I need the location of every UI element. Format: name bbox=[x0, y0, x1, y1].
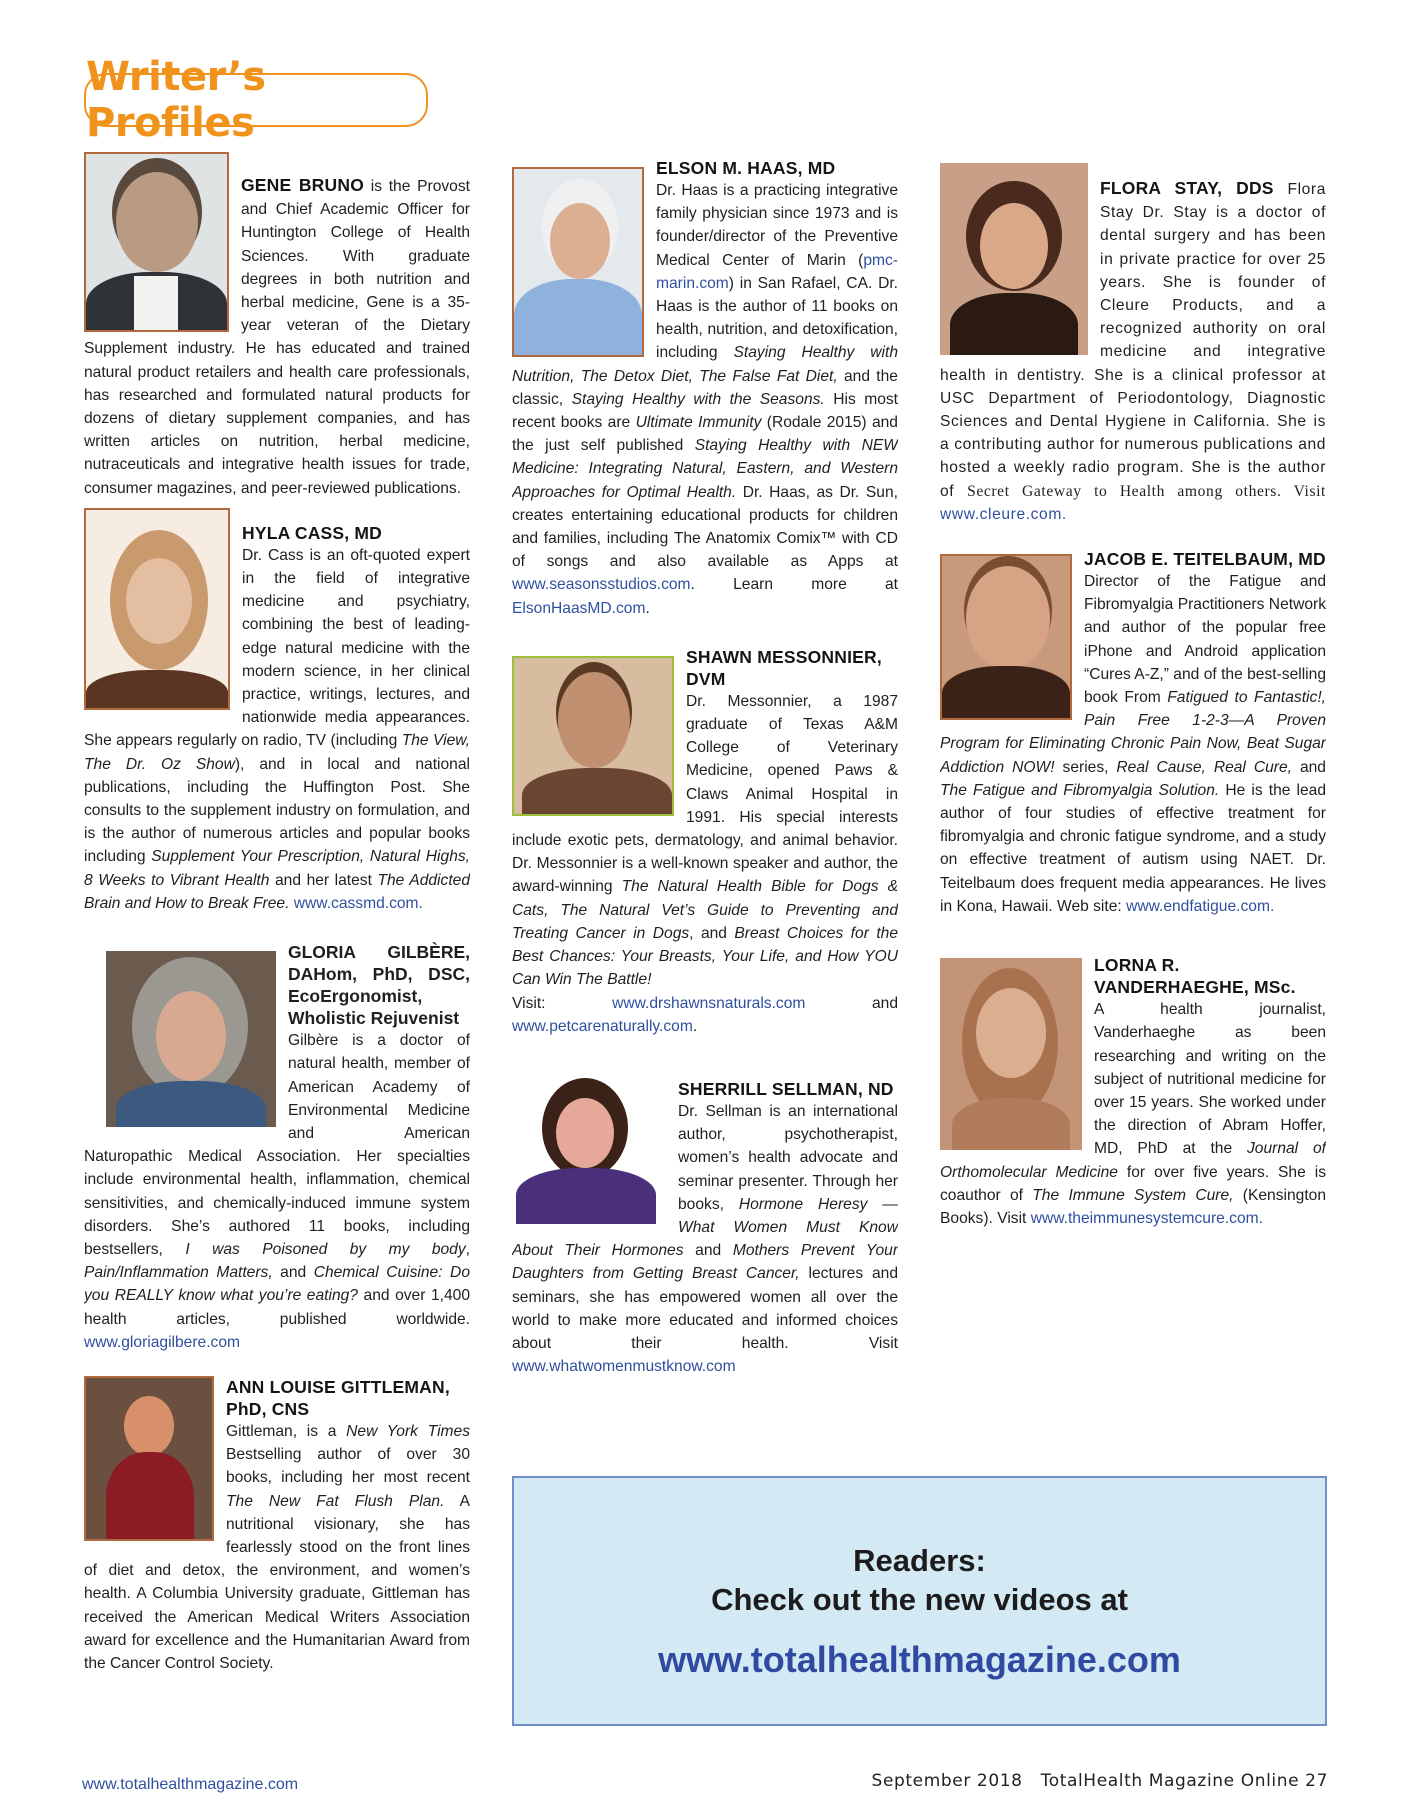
haas-recent-book: Ultimate Immunity bbox=[635, 414, 762, 432]
callout-website-link[interactable]: www.totalhealthmagazine.com bbox=[658, 1639, 1181, 1680]
profile-ann-louise-gittleman bbox=[84, 1376, 470, 1675]
teitelbaum-book-titles: Fatigued to Fantastic!, Pain Free 1-2-3—A Proven Program for Eliminating Chronic Pain Now, Beat Sugar Addiction NOW! bbox=[940, 689, 1326, 776]
drshawnsnaturals-link[interactable]: www.drshawnsnaturals.com bbox=[612, 994, 806, 1012]
footer-issue-date: September 2018 bbox=[871, 1771, 1023, 1791]
callout-heading: Readers: bbox=[853, 1543, 986, 1578]
gloria-gilbere-book-title: Chemical Cuisine: Do you REALLY know what you’re eating? bbox=[84, 1264, 470, 1305]
haas-bio-text: and the classic, bbox=[512, 367, 898, 408]
hyla-cass-photo bbox=[84, 508, 230, 710]
column-left bbox=[84, 150, 470, 1675]
gittleman-publication: New York Times bbox=[346, 1422, 470, 1440]
haas-bio-text: . bbox=[645, 599, 650, 617]
vanderhaeghe-journal: Journal of Orthomolecular Medicine bbox=[940, 1140, 1326, 1181]
whatwomenmustknow-link[interactable]: www.whatwomenmustknow.com bbox=[512, 1358, 736, 1376]
flora-stay-name: FLORA STAY, DDS bbox=[1100, 178, 1274, 198]
messonnier-bio-text: and bbox=[805, 994, 898, 1012]
hyla-cass-bio-text: ), and in local and national publications, including the Huffington Post. She consults to the supplement industry on formulation, and is the author of numerous articles and popular books including bbox=[84, 755, 470, 866]
profile-elson-haas bbox=[512, 157, 898, 620]
profile-hyla-cass bbox=[84, 508, 470, 915]
shawn-messonnier-name: SHAWN MESSONNIER, DVM bbox=[686, 646, 882, 689]
sellman-book-title: Hormone Heresy — What Women Must Know About Their Hormones bbox=[512, 1195, 898, 1260]
gene-bruno-photo bbox=[84, 152, 229, 332]
theimmunesystemcure-link[interactable]: www.theimmunesystemcure.com. bbox=[1030, 1209, 1263, 1227]
footer-website-link[interactable]: www.totalhealthmagazine.com bbox=[82, 1776, 299, 1793]
hyla-cass-bio-text: Dr. Cass is an oft-quoted expert in the field of integrative medicine and psychiatry, combining the best of leading-edge natural medicine with the modern science, in her clinical practice, writings, lectures, and nationwide media appearances. She appears regularly on radio, TV (including bbox=[84, 546, 470, 750]
gene-bruno-name: GENE BRUNO bbox=[241, 175, 365, 195]
gloria-gilbere-bio-text: and bbox=[272, 1264, 314, 1282]
hyla-cass-name: HYLA CASS, MD bbox=[242, 522, 383, 543]
cleure-link[interactable]: www.cleure.com. bbox=[940, 505, 1067, 523]
teitelbaum-bio-text: Director of the Fatigue and Fibromyalgia Practitioners Network and author of the popular free iPhone and Android application “Cures A-Z,” and of the best-selling book From bbox=[1084, 573, 1326, 707]
gloria-gilbere-name: GLORIA GILBÈRE, DAHom, PhD, DSC, EcoErgonomist, Wholistic Rejuvenist bbox=[288, 942, 470, 1029]
haas-bio-text: Dr. Haas, as Dr. Sun, creates entertaining educational products for children and families, including The Anatomix Comix™ with CD of songs and also available as Apps at bbox=[512, 483, 898, 571]
jacob-teitelbaum-photo bbox=[940, 554, 1072, 720]
teitelbaum-bio-text: series, bbox=[1054, 758, 1117, 776]
shawn-messonnier-photo bbox=[512, 656, 674, 816]
haas-bio-text: His most recent books are bbox=[512, 390, 898, 432]
ann-louise-gittleman-name: ANN LOUISE GITTLEMAN, PhD, CNS bbox=[226, 1376, 450, 1419]
callout-subheading: Check out the new videos at bbox=[711, 1582, 1128, 1617]
sellman-bio-text: and bbox=[683, 1242, 733, 1260]
vanderhaeghe-bio-text: (Kensington Books). Visit bbox=[940, 1186, 1326, 1227]
gloria-gilbere-bio-text: , bbox=[465, 1240, 470, 1258]
sellman-bio-text: lectures and seminars, she has empowered women all over the world to make more educated and informed choices about their health. Visit bbox=[512, 1265, 898, 1352]
haas-bio-text: ) in San Rafael, CA. Dr. Haas is the author of 11 books on health, nutrition, and detoxification, including bbox=[656, 274, 898, 362]
elson-haas-name: ELSON M. HAAS, MD bbox=[656, 158, 836, 178]
petcarenaturally-link[interactable]: www.petcarenaturally.com bbox=[512, 1017, 693, 1035]
haas-bio-text: (Rodale 2015) and the just self published bbox=[512, 414, 898, 455]
section-title-badge bbox=[84, 54, 428, 146]
haas-book-titles: Staying Healthy with Nutrition, The Detox Diet, The False Fat Diet, bbox=[512, 344, 898, 385]
messonnier-book-titles: The Natural Health Bible for Dogs & Cats, The Natural Vet’s Guide to Preventing and Treating Cancer in Dogs bbox=[512, 878, 898, 942]
messonnier-bio-text: Dr. Messonnier, a 1987 graduate of Texas A&M College of Veterinary Medicine, opened Paws & Claws Animal Hospital in 1991. His special interests include exotic pets, dermatology, and animal behavior. Dr. Messonnier is a well-known speaker and author, the award-winning bbox=[512, 692, 898, 896]
haas-bio-text: . Learn more at bbox=[690, 576, 898, 594]
flora-stay-photo bbox=[940, 163, 1088, 355]
hyla-cass-book-titles: Supplement Your Prescription, Natural Highs, 8 Weeks to Vibrant Health bbox=[84, 848, 470, 889]
sellman-bio-text: Dr. Sellman is an international author, psychotherapist, women’s health advocate and seminar presenter. Through her books, bbox=[678, 1102, 898, 1213]
flora-stay-book-title: Secret Gateway to Health bbox=[967, 482, 1165, 500]
profile-shawn-messonnier bbox=[512, 646, 898, 1038]
readers-video-callout bbox=[512, 1476, 1327, 1726]
profile-gene-bruno bbox=[84, 152, 470, 500]
teitelbaum-book-title: The Fatigue and Fibromyalgia Solution. bbox=[940, 781, 1220, 799]
sherrill-sellman-photo bbox=[512, 1078, 660, 1224]
hyla-cass-latest-book: The Addicted Brain and How to Break Free. bbox=[84, 871, 470, 912]
column-right bbox=[940, 163, 1326, 1230]
gloria-gilbere-website-link[interactable]: www.gloriagilbere.com bbox=[84, 1333, 240, 1351]
column-middle bbox=[512, 157, 898, 1378]
profile-jacob-teitelbaum bbox=[940, 548, 1326, 918]
gittleman-bio-text: A nutritional visionary, she has fearlessly stood on the front lines of diet and detox, the environment, and women’s health. A Columbia University graduate, Gittleman has received the American Medical Writers Association award for excellence and the Humanitarian Award from the Cancer Control Society. bbox=[84, 1492, 470, 1672]
vanderhaeghe-bio-text: A health journalist, Vanderhaeghe as been researching and writing on the subject of nutritional medicine for over 15 years. She worked under the direction of Abram Hoffer, MD, PhD at the bbox=[1094, 1001, 1326, 1158]
section-title: Writer’s Profiles bbox=[86, 54, 266, 146]
gloria-gilbere-bio-text: and over 1,400 health articles, published worldwide. bbox=[84, 1287, 470, 1328]
elson-haas-photo bbox=[512, 167, 644, 357]
gene-bruno-bio: is the Provost and Chief Academic Officer for Huntington College of Health Sciences. With graduate degrees in both nutrition and herbal medicine, Gene is a 35-year veteran of the Dietary Supplement industry. He has educated and trained natural product retailers and health care professionals, has researched and formulated natural products for dozens of dietary supplement companies, and has written articles on nutrition, herbal medicine, nutraceuticals and integrative health issues for trade, consumer magazines, and peer-reviewed publications. bbox=[84, 178, 470, 497]
footer-publication-page: TotalHealth Magazine Online 27 bbox=[1040, 1771, 1328, 1791]
messonnier-book-title: Breast Choices for the Best Chances: Your Breasts, Your Life, and How YOU Can Win The Battle! bbox=[512, 924, 898, 989]
teitelbaum-bio-text: and bbox=[1292, 758, 1326, 776]
vanderhaeghe-bio-text: for over five years. She is coauthor of bbox=[940, 1163, 1326, 1204]
profile-lorna-vanderhaeghe bbox=[940, 954, 1326, 1230]
endfatigue-link[interactable]: www.endfatigue.com. bbox=[1126, 897, 1275, 915]
hyla-cass-bio-text: and her latest bbox=[269, 871, 378, 889]
lorna-vanderhaeghe-name: LORNA R. VANDERHAEGHE, MSc. bbox=[1094, 955, 1296, 998]
gittleman-bio-text: Gittleman, is a bbox=[226, 1422, 347, 1440]
hyla-cass-website-link[interactable]: www.cassmd.com. bbox=[293, 894, 423, 912]
footer-issue-info bbox=[872, 1771, 1328, 1791]
hyla-cass-italic-title: The View, The Dr. Oz Show bbox=[84, 732, 470, 773]
profile-gloria-gilbere bbox=[84, 941, 470, 1354]
profile-sherrill-sellman bbox=[512, 1078, 898, 1378]
ann-louise-gittleman-photo bbox=[84, 1376, 214, 1541]
jacob-teitelbaum-name: JACOB E. TEITELBAUM, MD bbox=[1084, 549, 1326, 570]
gloria-gilbere-book-title: I was Poisoned by my body bbox=[185, 1240, 466, 1258]
gloria-gilbere-book-title: Pain/Inflammation Matters, bbox=[84, 1264, 273, 1282]
elson-haas-md-link[interactable]: ElsonHaasMD.com bbox=[512, 599, 646, 617]
gloria-gilbere-photo bbox=[106, 951, 276, 1127]
messonnier-bio-text: Visit: bbox=[512, 994, 613, 1012]
haas-bio-text: Dr. Haas is a practicing integrative family physician since 1973 and is founder/director of the Preventive Medical Center of Marin ( bbox=[656, 182, 898, 269]
haas-classic-book: Staying Healthy with the Seasons. bbox=[571, 390, 825, 408]
seasons-studios-link[interactable]: www.seasonsstudios.com bbox=[512, 576, 691, 594]
flora-stay-bio-text: among others. Visit bbox=[1164, 482, 1326, 500]
lorna-vanderhaeghe-photo bbox=[940, 958, 1082, 1150]
messonnier-bio-text: . bbox=[692, 1017, 698, 1035]
haas-self-published-book: Staying Healthy with NEW Medicine: Integrating Natural, Eastern, and Western Approaches for Optimal Health. bbox=[512, 437, 898, 501]
sherrill-sellman-name: SHERRILL SELLMAN, ND bbox=[678, 1078, 894, 1099]
gittleman-book-title: The New Fat Flush Plan. bbox=[226, 1492, 445, 1510]
flora-stay-bio-text: Flora Stay Dr. Stay is a doctor of dental surgery and has been in private practice for over 25 years. She is founder of Cleure Products, and a recognized authority on oral medicine and integrative health in dentistry. She is a clinical professor at USC Department of Periodontology, Diagnostic Sciences and Dental Hygiene in California. She is a contributing author for numerous publications and hosted a weekly radio program. She is the author of bbox=[940, 181, 1326, 500]
teitelbaum-book-title: Real Cause, Real Cure, bbox=[1116, 758, 1292, 776]
pmc-marin-link[interactable]: pmc-marin.com bbox=[656, 251, 898, 292]
teitelbaum-bio-text: He is the lead author of four studies of effective treatment for fibromyalgia and chronic fatigue syndrome, and a study on effective treatment of autism using NAET. Dr. Teitelbaum does frequent media appearances. He lives in Kona, Hawaii. Web site: bbox=[940, 781, 1326, 915]
messonnier-bio-text: , and bbox=[689, 924, 735, 942]
gloria-gilbere-bio-text: Gilbère is a doctor of natural health, member of American Academy of Environmental Medicine and American Naturopathic Medical Association. Her specialties include environmental health, inflammation, chemical sensitivities, and chemically-induced immune system disorders. She’s authored 11 books, including bestsellers, bbox=[84, 1032, 470, 1258]
vanderhaeghe-book-title: The Immune System Cure, bbox=[1032, 1186, 1234, 1204]
gittleman-bio-text: Bestselling author of over 30 books, including her most recent bbox=[226, 1446, 470, 1487]
sellman-book-title: Mothers Prevent Your Daughters from Getting Breast Cancer, bbox=[512, 1242, 898, 1283]
profile-flora-stay bbox=[940, 163, 1326, 526]
